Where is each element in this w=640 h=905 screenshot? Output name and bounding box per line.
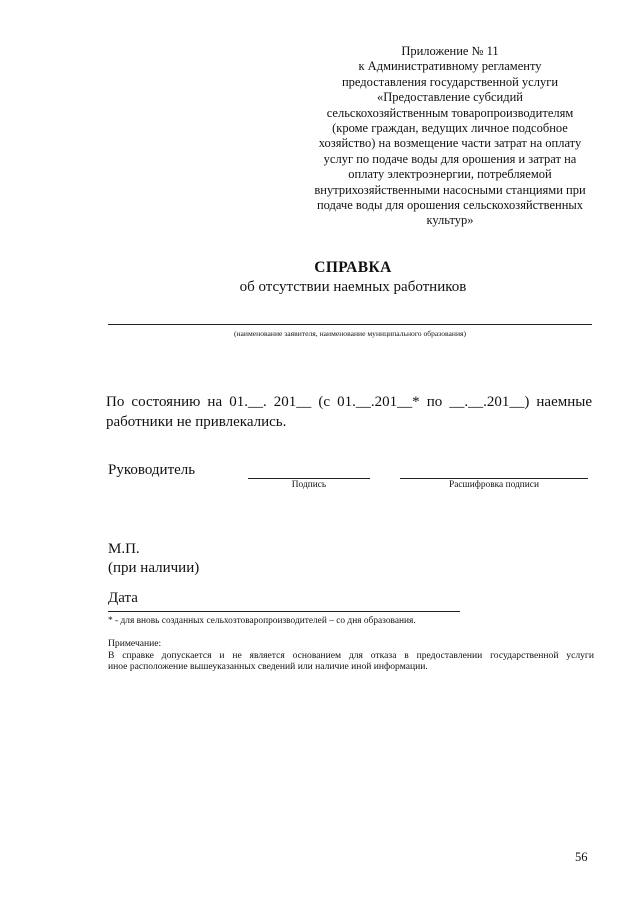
annex-header: [300, 44, 600, 229]
document-title: СПРАВКА: [314, 259, 392, 276]
note-line: иное расположение вышеуказанных сведений или наличие иной информации.: [108, 661, 428, 673]
annex-line: оплату электроэнергии, потребляемой: [348, 167, 552, 182]
stamp-label: М.П.: [108, 541, 140, 557]
date-label: Дата: [108, 590, 138, 606]
status-line: работники не привлекались.: [106, 414, 287, 430]
annex-line: подаче воды для орошения сельскохозяйственных: [316, 198, 584, 213]
page-number: 56: [575, 850, 588, 864]
signature-caption: Подпись: [291, 480, 327, 490]
annex-line: Приложение № 11: [401, 44, 499, 58]
decoding-caption: Расшифровка подписи: [449, 480, 539, 490]
annex-line: внутрихозяйственными насосными станциями при: [314, 182, 586, 197]
stamp-note: (при наличии): [108, 560, 200, 576]
signature-line: [248, 478, 370, 479]
head-label: Руководитель: [108, 462, 196, 478]
footnote-separator: [108, 611, 460, 612]
annex-line: «Предоставление субсидий: [377, 90, 523, 105]
footnote: * - для вновь созданных сельхозтоваропроизводителей – со дня образования.: [108, 616, 416, 626]
document-subtitle: об отсутствии наемных работников: [239, 279, 467, 295]
annex-line: культур»: [426, 213, 474, 228]
annex-line: услуг по подаче воды для орошения и затрат на: [323, 151, 577, 166]
annex-line: сельскохозяйственным товаропроизводителям: [326, 105, 574, 120]
note-heading: Примечание:: [108, 638, 162, 649]
status-line: По состоянию на 01.__. 201__ (с 01.__.201__* по __.__.201__) наемные: [106, 394, 592, 410]
applicant-caption: (наименование заявителя, наименование муниципального образования): [233, 329, 467, 338]
annex-line: хозяйство) на возмещение части затрат на оплату: [318, 136, 582, 151]
annex-line: предоставления государственной услуги: [341, 74, 559, 89]
annex-line: (кроме граждан, ведущих личное подсобное: [332, 121, 568, 136]
decoding-line: [400, 478, 588, 479]
annex-line: к Административному регламенту: [358, 59, 542, 74]
note-block: [108, 638, 594, 673]
status-paragraph: [106, 392, 592, 432]
note-line: В справке допускается и не является основанием для отказа в предоставлении государственной услуги: [108, 649, 594, 661]
applicant-line: [108, 324, 592, 325]
